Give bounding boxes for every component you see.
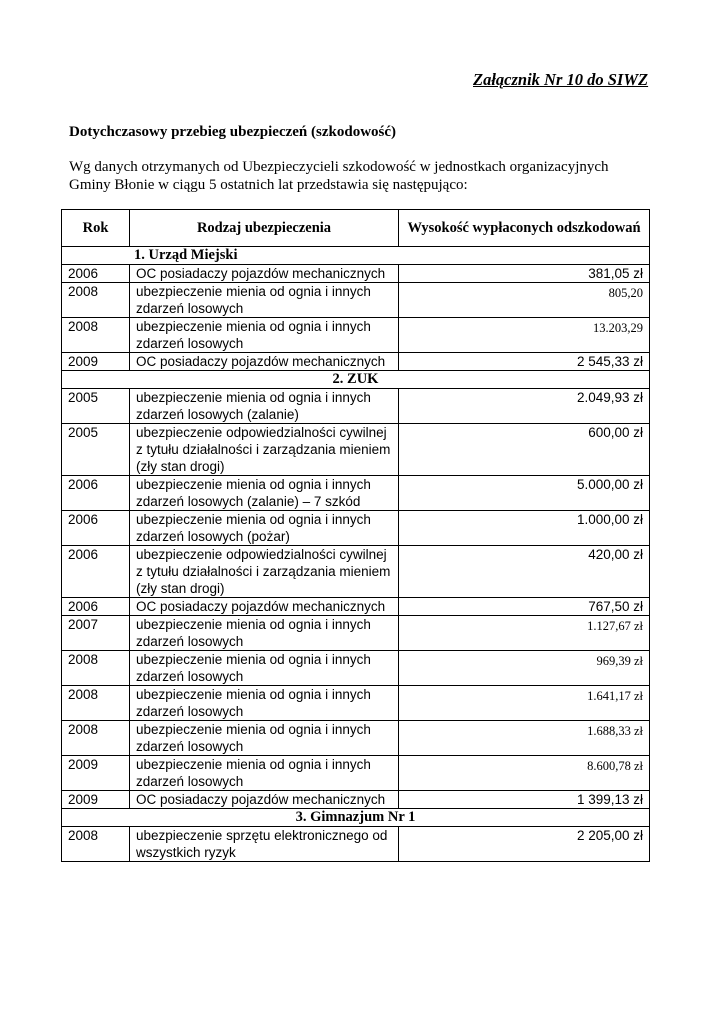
insurance-type-cell: ubezpieczenie mienia od ognia i innych zdarzeń losowych (zalanie)	[130, 389, 399, 424]
intro-line: Wg danych otrzymanych od Ubezpieczycieli szkodowość w jednostkach organizacyjnych	[69, 159, 609, 175]
insurance-type-cell: OC posiadaczy pojazdów mechanicznych	[130, 265, 399, 283]
amount-cell: 8.600,78 zł	[399, 756, 650, 791]
table-row	[62, 546, 650, 598]
year-cell: 2006	[62, 598, 130, 616]
year-cell: 2006	[62, 476, 130, 511]
insurance-type-cell: ubezpieczenie mienia od ognia i innych zdarzeń losowych (zalanie) – 7 szkód	[130, 476, 399, 511]
table-body	[62, 247, 650, 862]
amount-cell: 2.049,93 zł	[399, 389, 650, 424]
insurance-type-cell: ubezpieczenie mienia od ognia i innych zdarzeń losowych	[130, 283, 399, 318]
amount-cell: 13.203,29	[399, 318, 650, 353]
insurance-type-cell: ubezpieczenie odpowiedzialności cywilnej z tytułu działalności i zarządzania mieniem (zły stan drogi)	[130, 546, 399, 598]
amount-cell: 1 399,13 zł	[399, 791, 650, 809]
year-cell: 2009	[62, 353, 130, 371]
insurance-type-cell: ubezpieczenie sprzętu elektronicznego od wszystkich ryzyk	[130, 827, 399, 862]
amount-cell: 767,50 zł	[399, 598, 650, 616]
intro-paragraph	[69, 158, 659, 194]
section-row	[62, 247, 650, 265]
table-row	[62, 756, 650, 791]
amount-cell: 969,39 zł	[399, 651, 650, 686]
table-row	[62, 353, 650, 371]
document-title: Dotychczasowy przebieg ubezpieczeń (szkodowość)	[69, 124, 397, 140]
amount-cell: 5.000,00 zł	[399, 476, 650, 511]
year-cell: 2008	[62, 283, 130, 318]
year-cell: 2009	[62, 756, 130, 791]
amount-cell: 1.000,00 zł	[399, 511, 650, 546]
amount-cell: 1.641,17 zł	[399, 686, 650, 721]
table-row	[62, 476, 650, 511]
annex-heading: Załącznik Nr 10 do SIWZ	[473, 70, 649, 89]
insurance-type-cell: ubezpieczenie mienia od ognia i innych zdarzeń losowych	[130, 756, 399, 791]
table-row	[62, 616, 650, 651]
year-cell: 2006	[62, 265, 130, 283]
year-cell: 2009	[62, 791, 130, 809]
table-row	[62, 721, 650, 756]
insurance-type-cell: OC posiadaczy pojazdów mechanicznych	[130, 791, 399, 809]
table-row	[62, 511, 650, 546]
section-row	[62, 809, 650, 827]
table-row	[62, 827, 650, 862]
column-header-amount: Wysokość wypłaconych odszkodowań	[399, 210, 650, 247]
table-row	[62, 651, 650, 686]
intro-line: Gminy Błonie w ciągu 5 ostatnich lat przedstawia się następująco:	[69, 177, 468, 193]
section-title: 3. Gimnazjum Nr 1	[62, 809, 650, 827]
year-cell: 2006	[62, 546, 130, 598]
column-header-year: Rok	[62, 210, 130, 247]
table-row	[62, 686, 650, 721]
year-cell: 2008	[62, 827, 130, 862]
table-row	[62, 283, 650, 318]
insurance-type-cell: ubezpieczenie mienia od ognia i innych zdarzeń losowych	[130, 651, 399, 686]
year-cell: 2008	[62, 651, 130, 686]
amount-cell: 420,00 zł	[399, 546, 650, 598]
year-cell: 2008	[62, 318, 130, 353]
year-cell: 2008	[62, 721, 130, 756]
insurance-type-cell: ubezpieczenie mienia od ognia i innych zdarzeń losowych	[130, 686, 399, 721]
table-row	[62, 389, 650, 424]
amount-cell: 2 205,00 zł	[399, 827, 650, 862]
insurance-type-cell: OC posiadaczy pojazdów mechanicznych	[130, 598, 399, 616]
claims-table	[61, 209, 650, 862]
year-cell: 2005	[62, 424, 130, 476]
year-cell: 2005	[62, 389, 130, 424]
table-row	[62, 318, 650, 353]
amount-cell: 805,20	[399, 283, 650, 318]
table-row	[62, 265, 650, 283]
amount-cell: 1.688,33 zł	[399, 721, 650, 756]
year-cell: 2006	[62, 511, 130, 546]
year-cell: 2008	[62, 686, 130, 721]
section-title: 2. ZUK	[62, 371, 650, 389]
insurance-type-cell: ubezpieczenie mienia od ognia i innych zdarzeń losowych (pożar)	[130, 511, 399, 546]
column-header-type: Rodzaj ubezpieczenia	[130, 210, 399, 247]
amount-cell: 1.127,67 zł	[399, 616, 650, 651]
table-header-row	[62, 210, 650, 247]
insurance-type-cell: ubezpieczenie mienia od ognia i innych zdarzeń losowych	[130, 721, 399, 756]
insurance-type-cell: OC posiadaczy pojazdów mechanicznych	[130, 353, 399, 371]
amount-cell: 2 545,33 zł	[399, 353, 650, 371]
table-row	[62, 791, 650, 809]
amount-cell: 600,00 zł	[399, 424, 650, 476]
amount-cell: 381,05 zł	[399, 265, 650, 283]
insurance-type-cell: ubezpieczenie mienia od ognia i innych zdarzeń losowych	[130, 318, 399, 353]
insurance-type-cell: ubezpieczenie mienia od ognia i innych zdarzeń losowych	[130, 616, 399, 651]
year-cell: 2007	[62, 616, 130, 651]
section-title: 1. Urząd Miejski	[62, 247, 650, 265]
insurance-type-cell: ubezpieczenie odpowiedzialności cywilnej z tytułu działalności i zarządzania mieniem (zły stan drogi)	[130, 424, 399, 476]
section-row	[62, 371, 650, 389]
table-row	[62, 424, 650, 476]
table-row	[62, 598, 650, 616]
